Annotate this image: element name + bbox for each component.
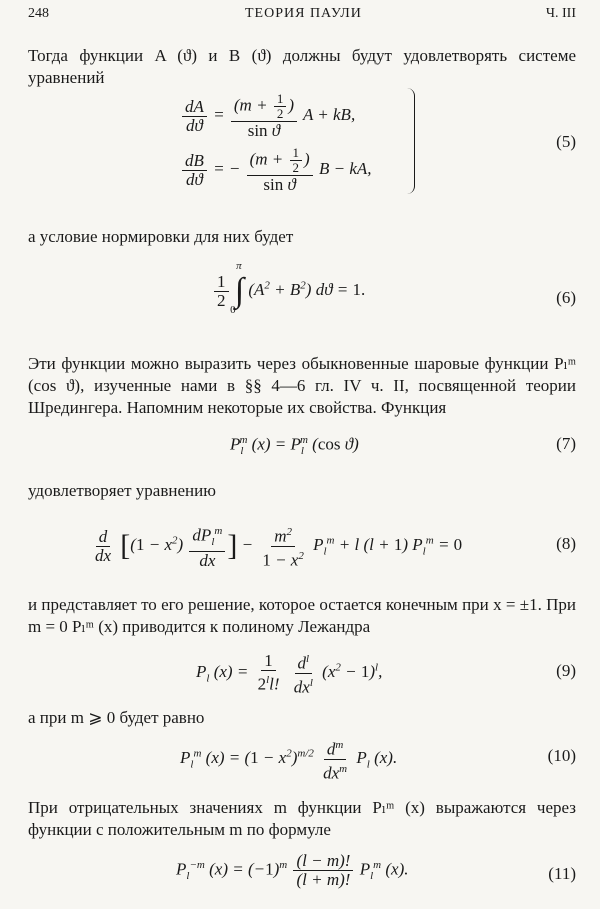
equation-5-line-1: $\frac{dA}{dϑ}$ = (m + $\frac{1}{2}$ ) sin ϑ A + kB, (180, 92, 355, 140)
equation-5-line-2: $\frac{dB}{dϑ}$ = − (m + $\frac{1}{2}$ ) sin ϑ B − kA, (180, 146, 372, 194)
paragraph-2: а условие нормировки для них будет (28, 227, 294, 246)
equation-9: $P_l$ (x) = $\frac{1}{2^ll!}$ $\frac{d^l}{dx^l}$ $(x^2 - 1)^l$, (196, 651, 383, 697)
equation-6: $\frac{1}{2}$ ∫ π 0 $(A^2 + B^2) dϑ = 1$. (212, 272, 365, 310)
paragraph-3: Эти функции можно выразить через обыкновенные шаровые функции Pₗᵐ (cos ϑ), изученные нами в §§ 4—6 гл. IV ч. II, посвященной теории Шредингера. Напомним некоторые их свойства. Функция (28, 354, 576, 417)
equation-number-6: (6) (556, 288, 576, 307)
equation-number-11: (11) (548, 864, 576, 883)
equation-number-5: (5) (556, 132, 576, 151)
paragraph-4: удовлетворяет уравнению (28, 481, 216, 500)
equation-number-8: (8) (556, 534, 576, 553)
system-brace (406, 88, 415, 194)
chapter-label: Ч. III (545, 6, 576, 21)
running-title: ТЕОРИЯ ПАУЛИ (245, 6, 362, 21)
paragraph-5: и представляет то его решение, которое остается конечным при x = ±1. При m = 0 Pₗᵐ (x) приводится к полиному Лежандра (28, 595, 576, 636)
equation-number-7: (7) (556, 434, 576, 453)
equation-10: $P_l^m$ $(x) = (1 - x^2)^{m/2}$ $\frac{d^m}{dx^m}$ $P_l$ (x). (180, 736, 397, 782)
paragraph-1: Тогда функции A (ϑ) и B (ϑ) должны будут удовлетворять системе уравнений (28, 46, 576, 87)
equation-number-9: (9) (556, 661, 576, 680)
page-number: 248 (28, 6, 49, 21)
paragraph-6: а при m ⩾ 0 будет равно (28, 708, 205, 727)
equation-number-10: (10) (547, 746, 576, 765)
equation-7: $P_l^m$ $(x) = P_l^m$ (cos ϑ) (230, 434, 359, 458)
equation-5-system (180, 88, 415, 196)
equation-11: $P_l^{-m}$ $(x) = (-1)^m$ $\frac{(l - m)!}{(l + m)!}$ $P_l^m$ (x). (176, 851, 409, 889)
equation-8: $\frac{d}{dx}$ [$(1 - x^2)$ $\frac{dP_l^m}{dx}$ ] − $\frac{m^2}{1 - x^2}$ $P_l^m + l$ (l + 1) $P_l^m = 0$ (90, 522, 462, 570)
paragraph-7: При отрицательных значениях m функции Pₗᵐ (x) выражаются через функции с положительным m по формуле (28, 798, 576, 839)
